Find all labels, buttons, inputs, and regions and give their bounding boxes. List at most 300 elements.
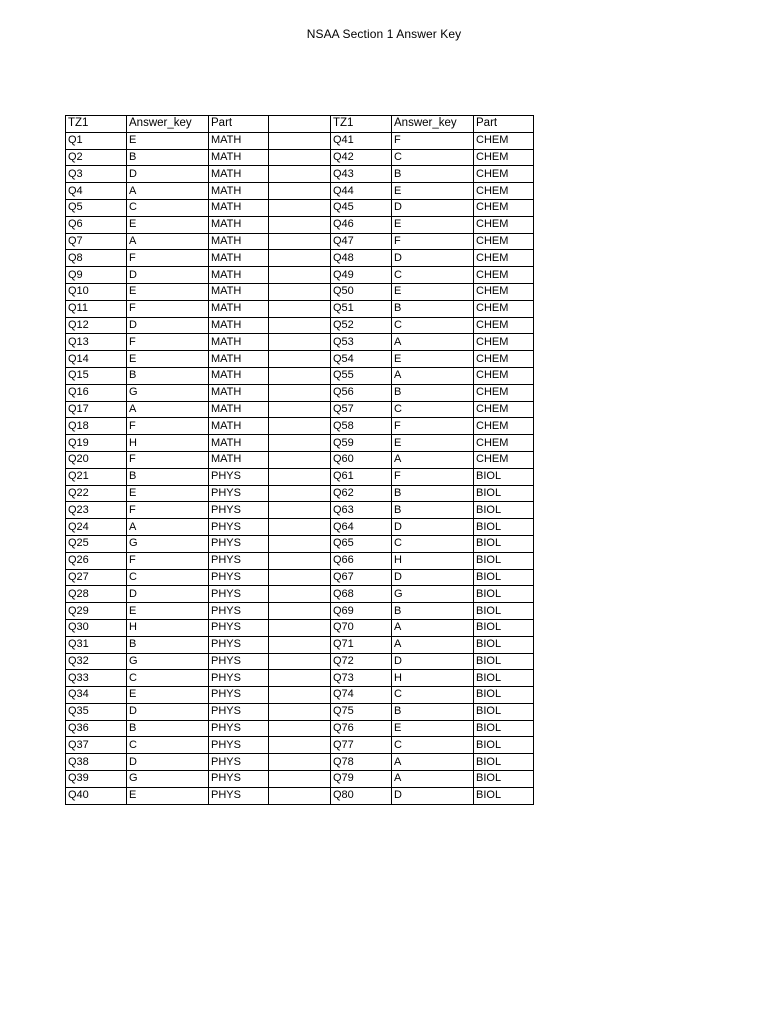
answer-cell: F	[127, 300, 209, 317]
header-cell: Part	[474, 116, 534, 133]
question-cell: Q32	[66, 653, 127, 670]
part-cell: MATH	[209, 250, 269, 267]
answer-cell: E	[392, 216, 474, 233]
question-cell: Q19	[66, 435, 127, 452]
part-cell: CHEM	[474, 300, 534, 317]
table-row	[66, 418, 534, 435]
table-row	[66, 653, 534, 670]
part-cell: CHEM	[474, 317, 534, 334]
answer-cell: D	[392, 250, 474, 267]
question-cell: Q30	[66, 619, 127, 636]
part-cell: PHYS	[209, 586, 269, 603]
question-cell: Q63	[331, 502, 392, 519]
part-cell: CHEM	[474, 334, 534, 351]
table-row	[66, 619, 534, 636]
spacer-cell	[269, 552, 331, 569]
question-cell: Q15	[66, 367, 127, 384]
part-cell: MATH	[209, 183, 269, 200]
part-cell: BIOL	[474, 485, 534, 502]
question-cell: Q12	[66, 317, 127, 334]
answer-cell: E	[392, 283, 474, 300]
question-cell: Q51	[331, 300, 392, 317]
header-cell: Part	[209, 116, 269, 133]
table-row	[66, 636, 534, 653]
question-cell: Q3	[66, 166, 127, 183]
question-cell: Q1	[66, 132, 127, 149]
answer-cell: A	[127, 183, 209, 200]
answer-cell: G	[127, 653, 209, 670]
answer-cell: D	[127, 754, 209, 771]
question-cell: Q44	[331, 183, 392, 200]
part-cell: MATH	[209, 267, 269, 284]
table-row	[66, 737, 534, 754]
answer-key-table-body	[66, 116, 534, 805]
question-cell: Q5	[66, 199, 127, 216]
question-cell: Q47	[331, 233, 392, 250]
part-cell: CHEM	[474, 216, 534, 233]
question-cell: Q7	[66, 233, 127, 250]
question-cell: Q2	[66, 149, 127, 166]
answer-cell: D	[127, 703, 209, 720]
part-cell: PHYS	[209, 552, 269, 569]
question-cell: Q18	[66, 418, 127, 435]
spacer-cell	[269, 351, 331, 368]
table-row	[66, 199, 534, 216]
answer-cell: A	[392, 367, 474, 384]
table-row	[66, 132, 534, 149]
answer-cell: A	[392, 771, 474, 788]
table-row	[66, 401, 534, 418]
question-cell: Q8	[66, 250, 127, 267]
spacer-cell	[269, 535, 331, 552]
question-cell: Q64	[331, 519, 392, 536]
answer-cell: E	[127, 687, 209, 704]
part-cell: MATH	[209, 451, 269, 468]
table-row	[66, 166, 534, 183]
part-cell: PHYS	[209, 502, 269, 519]
question-cell: Q52	[331, 317, 392, 334]
table-row	[66, 149, 534, 166]
answer-cell: A	[392, 754, 474, 771]
part-cell: BIOL	[474, 569, 534, 586]
part-cell: PHYS	[209, 787, 269, 804]
table-row	[66, 569, 534, 586]
answer-cell: B	[392, 485, 474, 502]
part-cell: PHYS	[209, 603, 269, 620]
question-cell: Q40	[66, 787, 127, 804]
part-cell: MATH	[209, 216, 269, 233]
header-cell: TZ1	[331, 116, 392, 133]
answer-cell: F	[392, 233, 474, 250]
answer-cell: A	[392, 636, 474, 653]
table-row	[66, 267, 534, 284]
part-cell: CHEM	[474, 351, 534, 368]
part-cell: MATH	[209, 166, 269, 183]
spacer-cell	[269, 317, 331, 334]
spacer-cell	[269, 334, 331, 351]
table-row	[66, 771, 534, 788]
header-cell: Answer_key	[127, 116, 209, 133]
question-cell: Q55	[331, 367, 392, 384]
part-cell: PHYS	[209, 687, 269, 704]
answer-cell: C	[392, 401, 474, 418]
part-cell: CHEM	[474, 199, 534, 216]
table-row	[66, 216, 534, 233]
spacer-cell	[269, 183, 331, 200]
table-row	[66, 787, 534, 804]
part-cell: MATH	[209, 149, 269, 166]
spacer-cell	[269, 619, 331, 636]
question-cell: Q78	[331, 754, 392, 771]
answer-cell: F	[127, 418, 209, 435]
answer-cell: H	[127, 619, 209, 636]
table-row	[66, 334, 534, 351]
answer-cell: F	[392, 132, 474, 149]
table-row	[66, 687, 534, 704]
spacer-cell	[269, 267, 331, 284]
question-cell: Q49	[331, 267, 392, 284]
answer-cell: B	[392, 166, 474, 183]
answer-cell: G	[392, 586, 474, 603]
part-cell: PHYS	[209, 737, 269, 754]
table-row	[66, 586, 534, 603]
spacer-cell	[269, 233, 331, 250]
answer-cell: F	[127, 451, 209, 468]
answer-cell: C	[392, 535, 474, 552]
part-cell: CHEM	[474, 132, 534, 149]
part-cell: PHYS	[209, 703, 269, 720]
answer-cell: C	[127, 569, 209, 586]
answer-cell: D	[127, 166, 209, 183]
part-cell: PHYS	[209, 754, 269, 771]
answer-cell: B	[392, 384, 474, 401]
part-cell: BIOL	[474, 771, 534, 788]
part-cell: MATH	[209, 367, 269, 384]
answer-cell: D	[127, 267, 209, 284]
spacer-cell	[269, 384, 331, 401]
question-cell: Q80	[331, 787, 392, 804]
answer-cell: F	[127, 250, 209, 267]
question-cell: Q70	[331, 619, 392, 636]
answer-cell: D	[127, 586, 209, 603]
answer-cell: A	[392, 451, 474, 468]
answer-cell: D	[392, 519, 474, 536]
question-cell: Q24	[66, 519, 127, 536]
answer-cell: E	[127, 132, 209, 149]
answer-cell: E	[392, 183, 474, 200]
table-row	[66, 300, 534, 317]
answer-cell: F	[392, 468, 474, 485]
question-cell: Q50	[331, 283, 392, 300]
part-cell: MATH	[209, 435, 269, 452]
answer-cell: B	[392, 603, 474, 620]
part-cell: CHEM	[474, 183, 534, 200]
table-row	[66, 384, 534, 401]
spacer-cell	[269, 132, 331, 149]
table-row	[66, 367, 534, 384]
question-cell: Q4	[66, 183, 127, 200]
spacer-cell	[269, 737, 331, 754]
table-row	[66, 451, 534, 468]
question-cell: Q77	[331, 737, 392, 754]
table-row	[66, 703, 534, 720]
part-cell: PHYS	[209, 485, 269, 502]
question-cell: Q48	[331, 250, 392, 267]
question-cell: Q20	[66, 451, 127, 468]
answer-cell: E	[127, 216, 209, 233]
part-cell: PHYS	[209, 619, 269, 636]
answer-cell: F	[392, 418, 474, 435]
part-cell: CHEM	[474, 401, 534, 418]
table-row	[66, 468, 534, 485]
table-row	[66, 502, 534, 519]
spacer-cell	[269, 771, 331, 788]
answer-cell: E	[127, 351, 209, 368]
part-cell: PHYS	[209, 468, 269, 485]
answer-cell: A	[127, 401, 209, 418]
part-cell: PHYS	[209, 670, 269, 687]
question-cell: Q9	[66, 267, 127, 284]
part-cell: PHYS	[209, 569, 269, 586]
table-row	[66, 552, 534, 569]
question-cell: Q10	[66, 283, 127, 300]
answer-cell: F	[127, 552, 209, 569]
spacer-cell	[269, 703, 331, 720]
answer-cell: A	[392, 619, 474, 636]
answer-cell: E	[127, 283, 209, 300]
part-cell: CHEM	[474, 283, 534, 300]
question-cell: Q65	[331, 535, 392, 552]
question-cell: Q35	[66, 703, 127, 720]
spacer-cell	[269, 586, 331, 603]
spacer-cell	[269, 502, 331, 519]
spacer-cell	[269, 670, 331, 687]
part-cell: MATH	[209, 300, 269, 317]
answer-cell: G	[127, 771, 209, 788]
question-cell: Q37	[66, 737, 127, 754]
answer-cell: D	[392, 199, 474, 216]
answer-cell: F	[127, 334, 209, 351]
table-row	[66, 519, 534, 536]
answer-cell: E	[127, 787, 209, 804]
question-cell: Q57	[331, 401, 392, 418]
table-row	[66, 670, 534, 687]
answer-cell: B	[127, 367, 209, 384]
question-cell: Q72	[331, 653, 392, 670]
answer-cell: B	[127, 468, 209, 485]
part-cell: BIOL	[474, 586, 534, 603]
question-cell: Q79	[331, 771, 392, 788]
part-cell: MATH	[209, 351, 269, 368]
part-cell: CHEM	[474, 166, 534, 183]
spacer-cell	[269, 435, 331, 452]
answer-cell: C	[392, 737, 474, 754]
question-cell: Q31	[66, 636, 127, 653]
part-cell: CHEM	[474, 418, 534, 435]
answer-cell: D	[392, 787, 474, 804]
answer-cell: E	[392, 720, 474, 737]
answer-cell: E	[392, 351, 474, 368]
question-cell: Q26	[66, 552, 127, 569]
answer-cell: B	[127, 720, 209, 737]
spacer-cell	[269, 367, 331, 384]
answer-cell: H	[127, 435, 209, 452]
part-cell: BIOL	[474, 670, 534, 687]
spacer-cell	[269, 603, 331, 620]
question-cell: Q21	[66, 468, 127, 485]
spacer-cell	[269, 636, 331, 653]
question-cell: Q53	[331, 334, 392, 351]
part-cell: BIOL	[474, 519, 534, 536]
question-cell: Q17	[66, 401, 127, 418]
answer-cell: B	[392, 703, 474, 720]
answer-cell: G	[127, 384, 209, 401]
part-cell: CHEM	[474, 233, 534, 250]
part-cell: MATH	[209, 317, 269, 334]
table-row	[66, 435, 534, 452]
question-cell: Q74	[331, 687, 392, 704]
answer-cell: C	[392, 149, 474, 166]
spacer-cell	[269, 401, 331, 418]
question-cell: Q39	[66, 771, 127, 788]
question-cell: Q68	[331, 586, 392, 603]
answer-cell: A	[127, 233, 209, 250]
spacer-cell	[269, 149, 331, 166]
part-cell: BIOL	[474, 552, 534, 569]
part-cell: PHYS	[209, 771, 269, 788]
question-cell: Q43	[331, 166, 392, 183]
table-row	[66, 754, 534, 771]
answer-cell: C	[127, 737, 209, 754]
part-cell: CHEM	[474, 384, 534, 401]
answer-cell: B	[127, 149, 209, 166]
part-cell: CHEM	[474, 367, 534, 384]
question-cell: Q6	[66, 216, 127, 233]
answer-cell: E	[392, 435, 474, 452]
question-cell: Q16	[66, 384, 127, 401]
spacer-cell	[269, 418, 331, 435]
part-cell: BIOL	[474, 653, 534, 670]
answer-cell: C	[392, 317, 474, 334]
answer-cell: D	[392, 569, 474, 586]
question-cell: Q54	[331, 351, 392, 368]
question-cell: Q59	[331, 435, 392, 452]
question-cell: Q34	[66, 687, 127, 704]
spacer-cell	[269, 569, 331, 586]
part-cell: CHEM	[474, 267, 534, 284]
part-cell: BIOL	[474, 619, 534, 636]
spacer-cell	[269, 300, 331, 317]
answer-cell: A	[127, 519, 209, 536]
spacer-cell	[269, 250, 331, 267]
table-row	[66, 720, 534, 737]
question-cell: Q67	[331, 569, 392, 586]
part-cell: BIOL	[474, 687, 534, 704]
question-cell: Q42	[331, 149, 392, 166]
part-cell: BIOL	[474, 787, 534, 804]
answer-cell: F	[127, 502, 209, 519]
answer-cell: E	[127, 603, 209, 620]
question-cell: Q71	[331, 636, 392, 653]
question-cell: Q66	[331, 552, 392, 569]
spacer-cell	[269, 485, 331, 502]
answer-cell: C	[392, 267, 474, 284]
question-cell: Q33	[66, 670, 127, 687]
part-cell: PHYS	[209, 535, 269, 552]
question-cell: Q46	[331, 216, 392, 233]
question-cell: Q27	[66, 569, 127, 586]
spacer-cell	[269, 720, 331, 737]
spacer-cell	[269, 199, 331, 216]
part-cell: BIOL	[474, 535, 534, 552]
question-cell: Q38	[66, 754, 127, 771]
table-row	[66, 603, 534, 620]
spacer-cell	[269, 451, 331, 468]
question-cell: Q29	[66, 603, 127, 620]
spacer-cell	[269, 687, 331, 704]
question-cell: Q23	[66, 502, 127, 519]
spacer-cell	[269, 754, 331, 771]
answer-cell: G	[127, 535, 209, 552]
question-cell: Q73	[331, 670, 392, 687]
answer-cell: B	[392, 300, 474, 317]
spacer-cell	[269, 653, 331, 670]
answer-cell: B	[127, 636, 209, 653]
table-row	[66, 183, 534, 200]
part-cell: BIOL	[474, 468, 534, 485]
part-cell: PHYS	[209, 519, 269, 536]
part-cell: PHYS	[209, 653, 269, 670]
part-cell: MATH	[209, 334, 269, 351]
spacer-cell	[269, 216, 331, 233]
table-row	[66, 485, 534, 502]
question-cell: Q60	[331, 451, 392, 468]
part-cell: BIOL	[474, 636, 534, 653]
part-cell: BIOL	[474, 703, 534, 720]
table-header-row	[66, 116, 534, 133]
answer-cell: E	[127, 485, 209, 502]
spacer-cell	[269, 519, 331, 536]
answer-cell: D	[127, 317, 209, 334]
question-cell: Q76	[331, 720, 392, 737]
question-cell: Q11	[66, 300, 127, 317]
table-row	[66, 317, 534, 334]
table-row	[66, 250, 534, 267]
part-cell: BIOL	[474, 737, 534, 754]
question-cell: Q36	[66, 720, 127, 737]
part-cell: CHEM	[474, 250, 534, 267]
answer-cell: D	[392, 653, 474, 670]
table-row	[66, 233, 534, 250]
question-cell: Q22	[66, 485, 127, 502]
table-row	[66, 351, 534, 368]
answer-cell: C	[127, 670, 209, 687]
question-cell: Q75	[331, 703, 392, 720]
question-cell: Q62	[331, 485, 392, 502]
header-cell: Answer_key	[392, 116, 474, 133]
part-cell: CHEM	[474, 149, 534, 166]
header-cell: TZ1	[66, 116, 127, 133]
part-cell: MATH	[209, 233, 269, 250]
part-cell: BIOL	[474, 720, 534, 737]
answer-cell: B	[392, 502, 474, 519]
part-cell: MATH	[209, 384, 269, 401]
question-cell: Q25	[66, 535, 127, 552]
question-cell: Q58	[331, 418, 392, 435]
answer-cell: H	[392, 670, 474, 687]
part-cell: MATH	[209, 418, 269, 435]
answer-cell: A	[392, 334, 474, 351]
